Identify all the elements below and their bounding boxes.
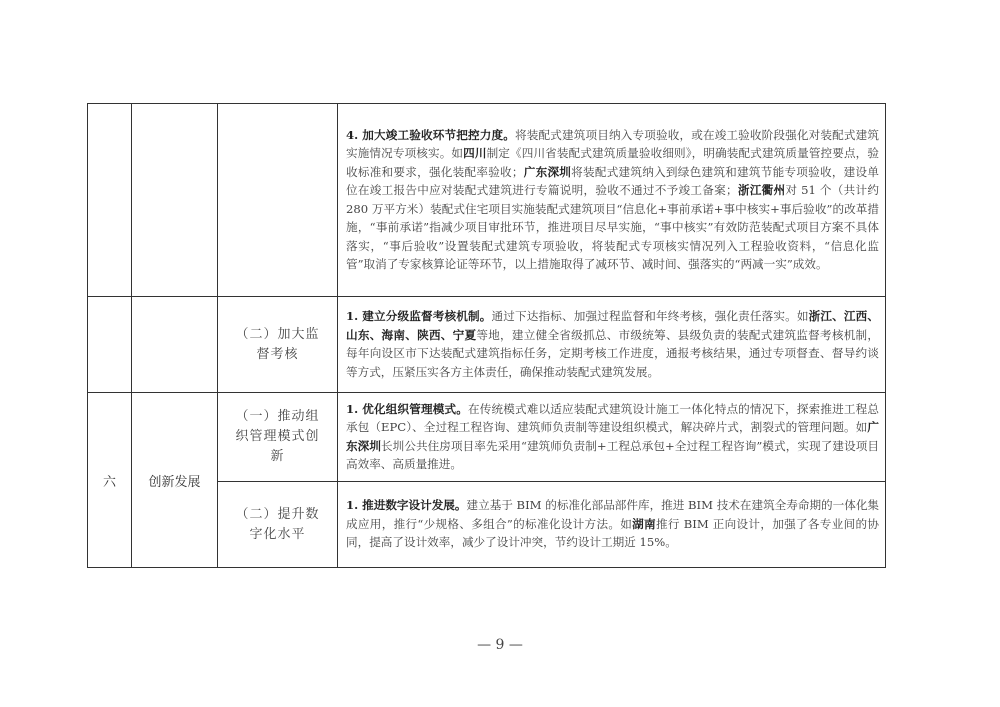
content-cell [338, 104, 886, 297]
content-text: 等地，建立健全省级抓总、市级统筹、县级负责的装配式建筑监督考核机制，每年向设区市下达装配式建筑指标任务，定期考核工作进度，通报考核结果，通过专项督查、督导约谈等方式，压紧压实各方主体责任，确保推动装配式建筑发展。 [346, 327, 879, 379]
page-number: — 9 — [477, 637, 523, 653]
place-name: 浙江衢州 [737, 183, 786, 197]
table-row [88, 297, 886, 393]
content-text: 长圳公共住房项目率先采用“建筑师负责制+工程总承包+全过程工程咨询”模式，实现了建设项目高效率、高质量推进。 [346, 438, 879, 471]
place-name: 广东深圳 [346, 420, 879, 453]
subcategory-cell: （一）推动组织管理模式创新 [218, 393, 338, 482]
content-text: 在传统模式难以适应装配式建筑设计施工一体化特点的情况下，探索推进工程总承包（EPC）、全过程工程咨询、建筑师负责制等建设组织模式，解决碎片式，割裂式的管理问题。如 [346, 401, 879, 434]
content-text: 将装配式建筑项目纳入专项验收，或在竣工验收阶段强化对装配式建筑实施情况专项核实。如 [346, 127, 879, 160]
content-cell [338, 482, 886, 568]
place-name: 广东深圳 [523, 164, 572, 179]
place-name: 浙江、江西、山东、海南、陕西、宁夏 [346, 309, 879, 342]
item-title: 4. 加大竣工验收环节把控力度。 [346, 127, 515, 142]
place-name: 湖南 [632, 516, 656, 531]
table-row [88, 393, 886, 482]
content-text: 将装配式建筑纳入到绿色建筑和建筑节能专项验收，建设单位在竣工报告中应对装配式建筑进行专篇说明，验收不通过不予竣工备案； [346, 164, 879, 197]
content-text: 制定《四川省装配式建筑质量验收细则》，明确装配式建筑质量管控要点，验收标准和要求，强化装配率验收； [346, 146, 879, 179]
section-category: 创新发展 [132, 393, 218, 568]
subcategory-cell: （二）提升数字化水平 [218, 482, 338, 568]
subcategory-cell: （二）加大监督考核 [218, 297, 338, 393]
content-text: 建立基于 BIM 的标准化部品部件库，推进 BIM 技术在建筑全寿命期的一体化集成应用，推行“少规格、多组合”的标准化设计方法。如 [346, 498, 880, 531]
category-cell-empty [132, 297, 218, 393]
content-text: 通过下达指标、加强过程监督和年终考核，强化责任落实。如 [491, 309, 809, 323]
item-title: 1. 优化组织管理模式。 [346, 401, 469, 416]
table-row [88, 104, 886, 297]
content-text: 对 51 个（共计约 280 万平方米）装配式住宅项目实施装配式建筑项目“信息化+事前承诺+事中核实+事后验收”的改革措施，“事前承诺”指减少项目审批环节，推进项目尽早实施，“事中核实”有效防范装配式项目方案不具体落实，“事后验收”设置装配式建筑专项验收，将装配式专项核实情况列入工程验收资料，“信息化监管”取消了专家核算论证等环节，以上措施取得了减环节、减时间、强落实的“两减一实”成效。 [346, 183, 879, 271]
item-title: 1. 推进数字设计发展。 [346, 498, 467, 513]
content-text: 推行 BIM 正向设计，加强了各专业间的协同，提高了设计效率，减少了设计冲突，节约设计工期近 15%。 [346, 516, 880, 550]
number-cell-empty [88, 104, 132, 297]
subcategory-cell-empty [218, 104, 338, 297]
place-name: 四川 [463, 146, 487, 160]
policy-table [87, 103, 886, 568]
number-cell-empty [88, 297, 132, 393]
content-cell [338, 393, 886, 482]
section-number: 六 [88, 393, 132, 568]
content-cell [338, 297, 886, 393]
item-title: 1. 建立分级监督考核机制。 [346, 309, 492, 323]
category-cell-empty [132, 104, 218, 297]
